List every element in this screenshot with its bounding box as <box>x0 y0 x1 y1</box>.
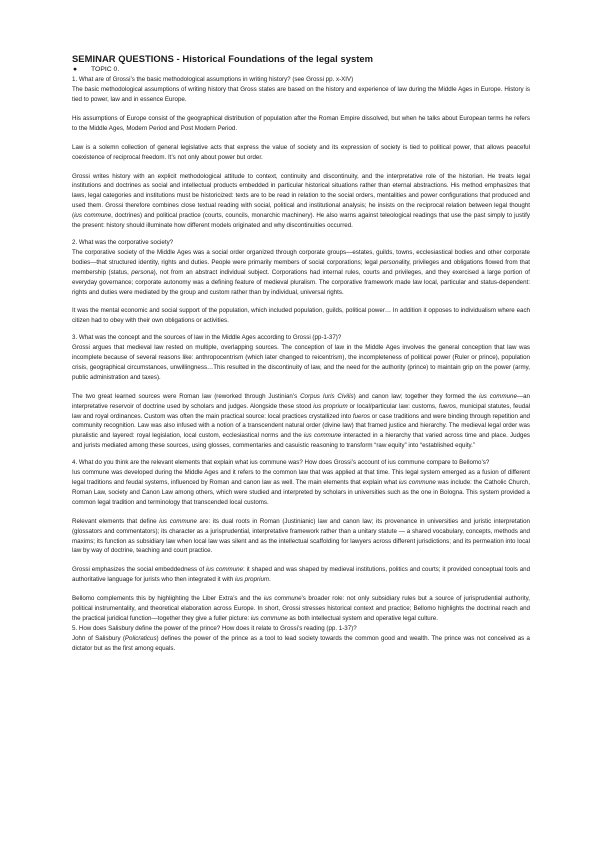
italic-term: ius commune <box>263 595 302 603</box>
answer-paragraph: Relevant elements that define ius commune are: its dual roots in Roman (Justinianic) law and canon law; its provenance in universities and juristic interpretation (glossators and commentators); its character as a jurisprudential, interpretative framework rather than a unitary statute — a shared vocabulary, concepts, methods and maxims; its function as subsidiary law when local law was silent and as the intellectual scaffolding for lawyers across different jurisdictions; and its permeation into local law by way of doctrine, teaching and court practice. <box>72 517 530 555</box>
question-heading: 3. What was the concept and the sources of law in the Middle Ages according to Grossi (pp-1-37)? <box>72 334 342 342</box>
section-2 <box>72 238 530 326</box>
answer-paragraph: The two great learned sources were Roman law (reworked through Justinian’s Corpus Iuris Civilis) and canon law; together they formed the ius commune—an interpretative reservoir of doctrine used by scholars and judges. Alongside these stood ius proprium or local/particular law: customs, fueros, municipal statutes, feudal law and royal ordinances. Custom was often the main practical source: local practices crystallized into fueros or case traditions and were binding through repetition and community recognition. Law was also infused with a notion of a transcendent natural order (divine law) that framed justice and hierarchy. The medieval legal order was pluralistic and layered: royal legislation, local custom, ecclesiastical norms and the ius commune interacted in a hierarchy that varied across time and place. Judges and jurists mediated among these sources, using glosses, commentaries and casuistic reasoning to transform “raw equity” into “established equity.” <box>72 392 531 450</box>
italic-term: fueros <box>438 402 456 410</box>
section-5 <box>72 624 530 654</box>
topic-heading <box>72 65 530 74</box>
section-3 <box>72 333 530 451</box>
answer-paragraph: The corporative society of the Middle Ages was a social order organized through corporate groups—estates, guilds, towns, ecclesiastical bodies and other corporate bodies—that structured identity, rights and duties. People were primarily members of social corporations; legal personality, privileges and obligations flowed from that membership (status, persona), not from an abstract individual subject. Corporations had internal rules, courts and privileges, and they exercised a large portion of everyday governance; corporate autonomy was a defining feature of medieval pluralism. The corporative framework made law local, particular and status-dependent: rights and duties were mediated by the group and custom rather than by individual, universal rights. <box>72 248 531 296</box>
italic-term: fueros <box>352 412 371 420</box>
topic-label: TOPIC 0. <box>91 66 120 73</box>
document-page <box>72 53 530 654</box>
document-title: SEMINAR QUESTIONS - Historical Foundations of the legal system <box>72 53 374 64</box>
italic-term: Policraticus <box>124 634 157 642</box>
italic-term: ius commune <box>159 517 197 525</box>
italic-term: ius commune <box>206 566 244 574</box>
question-heading: 1. What are of Grossi’s the basic methodological assumptions in writing history? (see Grossi pp. x-XIV) <box>72 76 354 84</box>
answer-paragraph: Ius commune was developed during the Middle Ages and it refers to the common law that was applied at that time. This legal system emerged as a fusion of different legal traditions and feudal systems, influenced by Roman and canon law as well. The main elements that explain what ius commune was include: the Catholic Church, Roman Law, society and Canon Law among others, which were studied and interpreted by scholars in universities such as the one in Bologna. This system provided a common legal tradition and terminology that transcended local customs. <box>72 469 531 506</box>
italic-term: ius commune <box>478 392 517 400</box>
answer-paragraph: It was the mental economic and social support of the population, which included population, guilds, political power… In addition it opposes to individualism where each citizen had to obey with their own obligations or activities. <box>72 307 530 325</box>
question-heading: 5. How does Salisbury define the power of the prince? How does it relate to Grossi’s reading (pp. 1-37)? <box>72 624 357 632</box>
question-heading: 4. What do you think are the relevant elements that explain what ius commune was? How does Grossi’s account of ius commune compare to Bellomo’s? <box>72 459 490 467</box>
answer-paragraph: His assumptions of Europe consist of the geographical distribution of population after the Roman Empire dissolved, but when he talks about European terms he refers to the Middle Ages, Modern Period and Post Modern Period. <box>72 114 530 132</box>
section-4 <box>72 458 530 624</box>
italic-term: ius commune <box>398 479 436 487</box>
italic-term: persona <box>379 258 403 266</box>
answer-paragraph: Law is a solemn collection of general legislative acts that express the value of society and its expression of society is tied to political power, that allows peaceful coexistence of reciprocal freedom. It’s not only about power but order. <box>72 143 530 161</box>
italic-term: ius commune <box>303 432 342 440</box>
italic-term: ius commune <box>74 212 112 220</box>
answer-paragraph: Bellomo complements this by highlighting the Liber Extra’s and the ius commune’s broader role: not only subsidiary rules but a source of jurisprudential authority, political instrumentality, and theoretical elaboration across Europe. In short, Grossi stresses historical context and practice; Bellomo highlights the doctrinal reach and the practical juridical function—together they give a fuller picture: ius commune as both intellectual system and operative legal culture. <box>72 595 531 622</box>
italic-term: Corpus Iuris Civilis <box>300 392 354 400</box>
answer-paragraph: The basic methodological assumptions of writing history that Gross states are based on the history and experience of law during the Middle Ages in Europe. History is tied to power, law and in essence Europe. <box>72 86 530 104</box>
answer-paragraph: Grossi emphasizes the social embeddedness of ius commune: it shaped and was shaped by medieval institutions, politics and courts; it provided conceptual tools and authoritative language for jurists who then integrated it with ius proprium. <box>72 566 531 584</box>
answer-paragraph: Grossi writes history with an explicit methodological attitude to context, continuity and discontinuity, and the interpretative role of the historian. He treats legal institutions and doctrines as social and intellectual products embedded in particular historical situations rather than eternal abstractions. His method emphasizes that laws, legal categories and institutions must be historicized: texts are to be read in relation to the social orders, mentalities and power configurations that produced and used them. Grossi therefore combines close textual reading with social, political and institutional analysis; he insists on the reciprocal relation between legal thought (ius commune, doctrines) and political practice (courts, councils, monarchic machinery). He also warns against teleological readings that use the past simply to justify the present: history should illuminate how different models originated and why discontinuities occurred. <box>72 172 530 230</box>
italic-term: persona <box>131 268 154 276</box>
question-heading: 2. What was the corporative society? <box>72 238 174 246</box>
bullet-icon: ● <box>73 66 78 73</box>
answer-paragraph: John of Salisbury (Policraticus) defines the power of the prince as a tool to lead society towards the common good and wealth. The prince was not conceived as a dictator but as the first among equals. <box>72 634 530 652</box>
italic-term: ius proprium <box>313 402 348 410</box>
section-1 <box>72 75 530 231</box>
italic-term: ius commune <box>250 614 288 622</box>
answer-paragraph: Grossi argues that medieval law rested on multiple, overlapping sources. The conception of law in the Middle Ages involves the general conception that law was incomplete because of several reasons like: anthropocentrism (which later changed to reicentrism), the incompleteness of political power (Ruler or prince), population crisis, geographical circumstances, unwillingness…This resulted in the discontinuity of law, and the need for the authority (prince) to maintain grip on the power (army, public administration and taxes). <box>72 344 530 381</box>
italic-term: ius proprium <box>235 576 270 584</box>
